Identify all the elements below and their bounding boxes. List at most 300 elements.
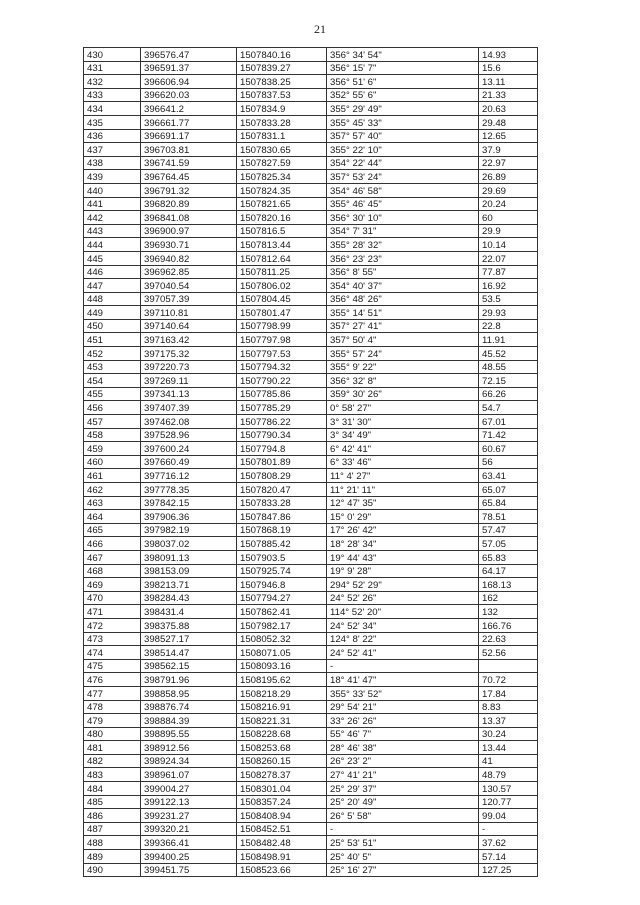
- point-number-cell: 475: [84, 659, 141, 673]
- y-coordinate-cell: 1507812.64: [237, 251, 327, 265]
- bearing-cell: 26° 5' 58": [327, 809, 479, 823]
- y-coordinate-cell: 1507797.53: [237, 347, 327, 361]
- table-row: [84, 673, 538, 687]
- y-coordinate-cell: 1507831.1: [237, 129, 327, 143]
- distance-cell: 67.01: [479, 415, 538, 429]
- table-row: [84, 510, 538, 524]
- y-coordinate-cell: 1508052.32: [237, 632, 327, 646]
- bearing-cell: 29° 54' 21": [327, 700, 479, 714]
- bearing-cell: 355° 57' 24": [327, 347, 479, 361]
- distance-cell: 22.07: [479, 251, 538, 265]
- table-row: [84, 564, 538, 578]
- y-coordinate-cell: 1507827.59: [237, 156, 327, 170]
- bearing-cell: 12° 47' 35": [327, 496, 479, 510]
- bearing-cell: 355° 46' 45": [327, 197, 479, 211]
- distance-cell: 26.89: [479, 170, 538, 184]
- distance-cell: 29.69: [479, 183, 538, 197]
- point-number-cell: 437: [84, 143, 141, 157]
- x-coordinate-cell: 397175.32: [141, 347, 237, 361]
- bearing-cell: 24° 52' 34": [327, 618, 479, 632]
- distance-cell: 48.79: [479, 768, 538, 782]
- bearing-cell: 357° 27' 41": [327, 319, 479, 333]
- bearing-cell: 124° 8' 22": [327, 632, 479, 646]
- x-coordinate-cell: 398527.17: [141, 632, 237, 646]
- point-number-cell: 487: [84, 822, 141, 836]
- y-coordinate-cell: 1508195.62: [237, 673, 327, 687]
- distance-cell: 77.87: [479, 265, 538, 279]
- x-coordinate-cell: 398858.95: [141, 686, 237, 700]
- distance-cell: 120.77: [479, 795, 538, 809]
- table-row: [84, 401, 538, 415]
- x-coordinate-cell: 397778.35: [141, 483, 237, 497]
- distance-cell: 29.93: [479, 306, 538, 320]
- distance-cell: 21.33: [479, 88, 538, 102]
- bearing-cell: 3° 34' 49": [327, 428, 479, 442]
- y-coordinate-cell: 1508278.37: [237, 768, 327, 782]
- bearing-cell: 11° 21' 11": [327, 483, 479, 497]
- table-row: [84, 537, 538, 551]
- table-row: [84, 48, 538, 62]
- distance-cell: 65.07: [479, 483, 538, 497]
- y-coordinate-cell: 1508260.15: [237, 754, 327, 768]
- point-number-cell: 436: [84, 129, 141, 143]
- table-row: [84, 115, 538, 129]
- x-coordinate-cell: 399231.27: [141, 809, 237, 823]
- coordinates-table-body: [84, 48, 538, 877]
- point-number-cell: 488: [84, 836, 141, 850]
- distance-cell: 99.04: [479, 809, 538, 823]
- table-row: [84, 319, 538, 333]
- y-coordinate-cell: 1507847.86: [237, 510, 327, 524]
- x-coordinate-cell: 396741.59: [141, 156, 237, 170]
- point-number-cell: 466: [84, 537, 141, 551]
- x-coordinate-cell: 396791.32: [141, 183, 237, 197]
- point-number-cell: 450: [84, 319, 141, 333]
- distance-cell: 13.11: [479, 75, 538, 89]
- table-row: [84, 591, 538, 605]
- y-coordinate-cell: 1507785.29: [237, 401, 327, 415]
- table-row: [84, 170, 538, 184]
- point-number-cell: 483: [84, 768, 141, 782]
- point-number-cell: 434: [84, 102, 141, 116]
- table-row: [84, 782, 538, 796]
- table-row: [84, 618, 538, 632]
- table-row: [84, 795, 538, 809]
- y-coordinate-cell: 1507946.8: [237, 578, 327, 592]
- table-row: [84, 129, 538, 143]
- y-coordinate-cell: 1507794.8: [237, 442, 327, 456]
- point-number-cell: 468: [84, 564, 141, 578]
- bearing-cell: 3° 31' 30": [327, 415, 479, 429]
- y-coordinate-cell: 1508452.51: [237, 822, 327, 836]
- x-coordinate-cell: 398091.13: [141, 550, 237, 564]
- bearing-cell: 356° 32' 8": [327, 374, 479, 388]
- x-coordinate-cell: 399451.75: [141, 863, 237, 877]
- x-coordinate-cell: 397660.49: [141, 455, 237, 469]
- x-coordinate-cell: 397842.15: [141, 496, 237, 510]
- bearing-cell: 6° 42' 41": [327, 442, 479, 456]
- table-row: [84, 483, 538, 497]
- bearing-cell: 294° 52' 29": [327, 578, 479, 592]
- bearing-cell: 17° 26' 42": [327, 523, 479, 537]
- x-coordinate-cell: 396764.45: [141, 170, 237, 184]
- bearing-cell: 356° 51' 6": [327, 75, 479, 89]
- distance-cell: 10.14: [479, 238, 538, 252]
- point-number-cell: 445: [84, 251, 141, 265]
- bearing-cell: 356° 48' 26": [327, 292, 479, 306]
- table-row: [84, 686, 538, 700]
- y-coordinate-cell: 1507982.17: [237, 618, 327, 632]
- table-row: [84, 197, 538, 211]
- bearing-cell: 25° 29' 37": [327, 782, 479, 796]
- x-coordinate-cell: 398037.02: [141, 537, 237, 551]
- point-number-cell: 452: [84, 347, 141, 361]
- distance-cell: 168.13: [479, 578, 538, 592]
- distance-cell: 162: [479, 591, 538, 605]
- x-coordinate-cell: 396900.97: [141, 224, 237, 238]
- table-row: [84, 809, 538, 823]
- bearing-cell: 24° 52' 41": [327, 646, 479, 660]
- point-number-cell: 474: [84, 646, 141, 660]
- x-coordinate-cell: 397220.73: [141, 360, 237, 374]
- distance-cell: 15.6: [479, 61, 538, 75]
- x-coordinate-cell: 397040.54: [141, 279, 237, 293]
- table-row: [84, 360, 538, 374]
- point-number-cell: 451: [84, 333, 141, 347]
- point-number-cell: 469: [84, 578, 141, 592]
- x-coordinate-cell: 396940.82: [141, 251, 237, 265]
- y-coordinate-cell: 1508523.66: [237, 863, 327, 877]
- point-number-cell: 489: [84, 850, 141, 864]
- y-coordinate-cell: 1507837.53: [237, 88, 327, 102]
- distance-cell: [479, 659, 538, 673]
- bearing-cell: 19° 9' 28": [327, 564, 479, 578]
- y-coordinate-cell: 1507798.99: [237, 319, 327, 333]
- point-number-cell: 454: [84, 374, 141, 388]
- distance-cell: 48.55: [479, 360, 538, 374]
- y-coordinate-cell: 1507821.65: [237, 197, 327, 211]
- table-row: [84, 632, 538, 646]
- bearing-cell: 28° 46' 38": [327, 741, 479, 755]
- point-number-cell: 438: [84, 156, 141, 170]
- x-coordinate-cell: 397600.24: [141, 442, 237, 456]
- point-number-cell: 449: [84, 306, 141, 320]
- y-coordinate-cell: 1508498.91: [237, 850, 327, 864]
- distance-cell: 70.72: [479, 673, 538, 687]
- table-row: [84, 523, 538, 537]
- x-coordinate-cell: 399122.13: [141, 795, 237, 809]
- table-row: [84, 387, 538, 401]
- x-coordinate-cell: 397163.42: [141, 333, 237, 347]
- point-number-cell: 446: [84, 265, 141, 279]
- bearing-cell: 355° 33' 52": [327, 686, 479, 700]
- y-coordinate-cell: 1507811.25: [237, 265, 327, 279]
- point-number-cell: 457: [84, 415, 141, 429]
- y-coordinate-cell: 1507838.25: [237, 75, 327, 89]
- y-coordinate-cell: 1508093.16: [237, 659, 327, 673]
- table-row: [84, 578, 538, 592]
- x-coordinate-cell: 396620.03: [141, 88, 237, 102]
- table-row: [84, 333, 538, 347]
- y-coordinate-cell: 1507840.16: [237, 48, 327, 62]
- table-row: [84, 88, 538, 102]
- bearing-cell: 359° 30' 26": [327, 387, 479, 401]
- bearing-cell: 355° 14' 51": [327, 306, 479, 320]
- table-row: [84, 224, 538, 238]
- x-coordinate-cell: 396841.08: [141, 211, 237, 225]
- point-number-cell: 456: [84, 401, 141, 415]
- x-coordinate-cell: 397982.19: [141, 523, 237, 537]
- table-row: [84, 428, 538, 442]
- bearing-cell: 355° 9' 22": [327, 360, 479, 374]
- bearing-cell: 354° 22' 44": [327, 156, 479, 170]
- distance-cell: 29.48: [479, 115, 538, 129]
- distance-cell: 13.37: [479, 714, 538, 728]
- bearing-cell: 354° 7' 31": [327, 224, 479, 238]
- point-number-cell: 433: [84, 88, 141, 102]
- bearing-cell: 11° 4' 27": [327, 469, 479, 483]
- table-row: [84, 183, 538, 197]
- x-coordinate-cell: 397906.36: [141, 510, 237, 524]
- table-row: [84, 251, 538, 265]
- table-row: [84, 496, 538, 510]
- distance-cell: 16.92: [479, 279, 538, 293]
- x-coordinate-cell: 396591.37: [141, 61, 237, 75]
- bearing-cell: 33° 26' 26": [327, 714, 479, 728]
- bearing-cell: 25° 16' 27": [327, 863, 479, 877]
- bearing-cell: 352° 55' 6": [327, 88, 479, 102]
- point-number-cell: 455: [84, 387, 141, 401]
- bearing-cell: 26° 23' 2": [327, 754, 479, 768]
- x-coordinate-cell: 397269.11: [141, 374, 237, 388]
- y-coordinate-cell: 1508221.31: [237, 714, 327, 728]
- distance-cell: 63.41: [479, 469, 538, 483]
- y-coordinate-cell: 1507816.5: [237, 224, 327, 238]
- point-number-cell: 442: [84, 211, 141, 225]
- coordinates-table: [83, 47, 538, 877]
- point-number-cell: 435: [84, 115, 141, 129]
- point-number-cell: 443: [84, 224, 141, 238]
- y-coordinate-cell: 1508357.24: [237, 795, 327, 809]
- y-coordinate-cell: 1507794.32: [237, 360, 327, 374]
- table-row: [84, 850, 538, 864]
- distance-cell: 57.05: [479, 537, 538, 551]
- point-number-cell: 484: [84, 782, 141, 796]
- y-coordinate-cell: 1507824.35: [237, 183, 327, 197]
- distance-cell: 72.15: [479, 374, 538, 388]
- point-number-cell: 461: [84, 469, 141, 483]
- bearing-cell: 55° 46' 7": [327, 727, 479, 741]
- point-number-cell: 471: [84, 605, 141, 619]
- bearing-cell: 25° 53' 51": [327, 836, 479, 850]
- x-coordinate-cell: 398791.96: [141, 673, 237, 687]
- point-number-cell: 460: [84, 455, 141, 469]
- x-coordinate-cell: 397140.64: [141, 319, 237, 333]
- x-coordinate-cell: 399366.41: [141, 836, 237, 850]
- table-row: [84, 347, 538, 361]
- table-row: [84, 550, 538, 564]
- point-number-cell: 485: [84, 795, 141, 809]
- x-coordinate-cell: 397057.39: [141, 292, 237, 306]
- y-coordinate-cell: 1507801.89: [237, 455, 327, 469]
- y-coordinate-cell: 1507794.27: [237, 591, 327, 605]
- bearing-cell: 356° 8' 55": [327, 265, 479, 279]
- y-coordinate-cell: 1507790.34: [237, 428, 327, 442]
- y-coordinate-cell: 1508253.68: [237, 741, 327, 755]
- distance-cell: 71.42: [479, 428, 538, 442]
- distance-cell: 12.65: [479, 129, 538, 143]
- y-coordinate-cell: 1507785.86: [237, 387, 327, 401]
- x-coordinate-cell: 398153.09: [141, 564, 237, 578]
- y-coordinate-cell: 1507868.19: [237, 523, 327, 537]
- bearing-cell: 19° 44' 43": [327, 550, 479, 564]
- distance-cell: 20.63: [479, 102, 538, 116]
- table-row: [84, 659, 538, 673]
- distance-cell: 37.9: [479, 143, 538, 157]
- point-number-cell: 476: [84, 673, 141, 687]
- point-number-cell: 441: [84, 197, 141, 211]
- bearing-cell: 25° 20' 49": [327, 795, 479, 809]
- x-coordinate-cell: 397407.39: [141, 401, 237, 415]
- point-number-cell: 465: [84, 523, 141, 537]
- distance-cell: 166.76: [479, 618, 538, 632]
- y-coordinate-cell: 1507797.98: [237, 333, 327, 347]
- x-coordinate-cell: 396606.94: [141, 75, 237, 89]
- y-coordinate-cell: 1508228.68: [237, 727, 327, 741]
- bearing-cell: -: [327, 822, 479, 836]
- point-number-cell: 472: [84, 618, 141, 632]
- table-row: [84, 292, 538, 306]
- y-coordinate-cell: 1507833.28: [237, 496, 327, 510]
- table-row: [84, 700, 538, 714]
- y-coordinate-cell: 1507813.44: [237, 238, 327, 252]
- bearing-cell: 355° 29' 49": [327, 102, 479, 116]
- x-coordinate-cell: 396576.47: [141, 48, 237, 62]
- y-coordinate-cell: 1507903.5: [237, 550, 327, 564]
- distance-cell: 45.52: [479, 347, 538, 361]
- distance-cell: 8.83: [479, 700, 538, 714]
- x-coordinate-cell: 398284.43: [141, 591, 237, 605]
- distance-cell: 14.93: [479, 48, 538, 62]
- table-row: [84, 374, 538, 388]
- distance-cell: 30.24: [479, 727, 538, 741]
- point-number-cell: 480: [84, 727, 141, 741]
- point-number-cell: 431: [84, 61, 141, 75]
- x-coordinate-cell: 398375.88: [141, 618, 237, 632]
- bearing-cell: 357° 53' 24": [327, 170, 479, 184]
- distance-cell: 56: [479, 455, 538, 469]
- distance-cell: 22.8: [479, 319, 538, 333]
- table-row: [84, 727, 538, 741]
- point-number-cell: 453: [84, 360, 141, 374]
- x-coordinate-cell: 398912.56: [141, 741, 237, 755]
- y-coordinate-cell: 1507834.9: [237, 102, 327, 116]
- table-row: [84, 415, 538, 429]
- y-coordinate-cell: 1507833.28: [237, 115, 327, 129]
- x-coordinate-cell: 398514.47: [141, 646, 237, 660]
- bearing-cell: 0° 58' 27": [327, 401, 479, 415]
- point-number-cell: 486: [84, 809, 141, 823]
- x-coordinate-cell: 396962.85: [141, 265, 237, 279]
- y-coordinate-cell: 1508071.05: [237, 646, 327, 660]
- point-number-cell: 470: [84, 591, 141, 605]
- bearing-cell: 356° 30' 10": [327, 211, 479, 225]
- distance-cell: 41: [479, 754, 538, 768]
- distance-cell: 130.57: [479, 782, 538, 796]
- y-coordinate-cell: 1507804.45: [237, 292, 327, 306]
- table-row: [84, 469, 538, 483]
- table-row: [84, 768, 538, 782]
- point-number-cell: 481: [84, 741, 141, 755]
- distance-cell: 52.56: [479, 646, 538, 660]
- x-coordinate-cell: 397716.12: [141, 469, 237, 483]
- point-number-cell: 473: [84, 632, 141, 646]
- distance-cell: 11.91: [479, 333, 538, 347]
- point-number-cell: 479: [84, 714, 141, 728]
- x-coordinate-cell: 399004.27: [141, 782, 237, 796]
- bearing-cell: 114° 52' 20": [327, 605, 479, 619]
- y-coordinate-cell: 1508218.29: [237, 686, 327, 700]
- distance-cell: 54.7: [479, 401, 538, 415]
- bearing-cell: 355° 28' 32": [327, 238, 479, 252]
- bearing-cell: 354° 40' 37": [327, 279, 479, 293]
- distance-cell: 29.9: [479, 224, 538, 238]
- point-number-cell: 464: [84, 510, 141, 524]
- point-number-cell: 458: [84, 428, 141, 442]
- x-coordinate-cell: 398961.07: [141, 768, 237, 782]
- point-number-cell: 432: [84, 75, 141, 89]
- bearing-cell: 354° 46' 58": [327, 183, 479, 197]
- bearing-cell: 356° 23' 23": [327, 251, 479, 265]
- distance-cell: 57.14: [479, 850, 538, 864]
- x-coordinate-cell: 397110.81: [141, 306, 237, 320]
- point-number-cell: 490: [84, 863, 141, 877]
- bearing-cell: 6° 33' 46": [327, 455, 479, 469]
- distance-cell: 57.47: [479, 523, 538, 537]
- distance-cell: 20.24: [479, 197, 538, 211]
- distance-cell: 78.51: [479, 510, 538, 524]
- y-coordinate-cell: 1508301.04: [237, 782, 327, 796]
- x-coordinate-cell: 399400.25: [141, 850, 237, 864]
- distance-cell: 37.62: [479, 836, 538, 850]
- point-number-cell: 467: [84, 550, 141, 564]
- table-row: [84, 605, 538, 619]
- point-number-cell: 448: [84, 292, 141, 306]
- table-row: [84, 102, 538, 116]
- point-number-cell: 440: [84, 183, 141, 197]
- y-coordinate-cell: 1508216.91: [237, 700, 327, 714]
- distance-cell: 53.5: [479, 292, 538, 306]
- table-row: [84, 265, 538, 279]
- table-row: [84, 455, 538, 469]
- point-number-cell: 459: [84, 442, 141, 456]
- table-row: [84, 836, 538, 850]
- x-coordinate-cell: 398876.74: [141, 700, 237, 714]
- distance-cell: 22.63: [479, 632, 538, 646]
- bearing-cell: 18° 41' 47": [327, 673, 479, 687]
- x-coordinate-cell: 398884.39: [141, 714, 237, 728]
- y-coordinate-cell: 1508482.48: [237, 836, 327, 850]
- point-number-cell: 447: [84, 279, 141, 293]
- y-coordinate-cell: 1507786.22: [237, 415, 327, 429]
- distance-cell: 17.84: [479, 686, 538, 700]
- table-row: [84, 238, 538, 252]
- y-coordinate-cell: 1507790.22: [237, 374, 327, 388]
- point-number-cell: 444: [84, 238, 141, 252]
- bearing-cell: 355° 22' 10": [327, 143, 479, 157]
- point-number-cell: 478: [84, 700, 141, 714]
- distance-cell: 60: [479, 211, 538, 225]
